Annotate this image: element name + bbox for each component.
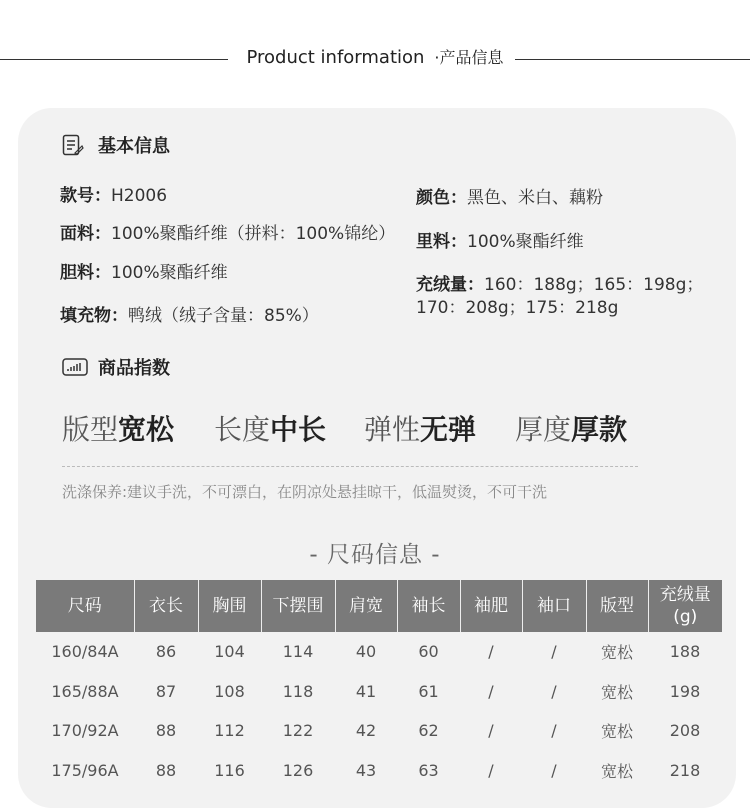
- title-zh: ·产品信息: [434, 48, 504, 67]
- liner-field: 胆料：100%聚酯纤维: [60, 263, 228, 283]
- index-length: 长度中长: [214, 413, 327, 446]
- fill-amount-field-line2: 170：208g；175：218g: [416, 298, 619, 318]
- document-list-icon: [62, 134, 84, 156]
- table-row: 175/96A 88 116 126 43 63 / / 宽松 218: [51, 760, 701, 781]
- index-fit: 版型宽松: [62, 413, 175, 446]
- page-title: [0, 45, 750, 71]
- col-sleeve-width: 袖肥: [460, 580, 522, 632]
- filling-field: 填充物：鸭绒（绒子含量：85%）: [60, 306, 319, 326]
- size-info-title: - 尺码信息 -: [309, 542, 441, 568]
- col-bust: 胸围: [198, 580, 261, 632]
- col-fill-amount: 充绒量 (g): [648, 580, 722, 632]
- title-en: Product information: [246, 47, 425, 68]
- dashed-divider: [62, 466, 638, 467]
- lining-field: 里料：100%聚酯纤维: [416, 232, 584, 252]
- col-cuff: 袖口: [522, 580, 586, 632]
- care-instructions: 洗涤保养:建议手洗，不可漂白，在阴凉处悬挂晾干，低温熨烫，不可干洗: [62, 483, 548, 501]
- col-hem: 下摆围: [261, 580, 335, 632]
- style-no-field: 款号：H2006: [60, 186, 168, 206]
- basic-info-heading: [62, 132, 170, 158]
- color-field: 颜色：黑色、米白、藕粉: [416, 188, 603, 208]
- col-length: 衣长: [134, 580, 198, 632]
- signal-bars-icon: [62, 356, 84, 378]
- table-row: 165/88A 87 108 118 41 61 / / 宽松 198: [51, 681, 701, 702]
- fabric-field: 面料：100%聚酯纤维（拼料：100%锦纶）: [60, 224, 396, 244]
- fill-amount-field: 充绒量：160：188g；165：198g；: [416, 275, 704, 295]
- table-row: 170/92A 88 112 122 42 62 / / 宽松 208: [51, 721, 701, 742]
- index-thickness: 厚度厚款: [515, 413, 628, 446]
- table-header-row: [36, 580, 722, 632]
- basic-info-title: 基本信息: [98, 136, 170, 157]
- table-row: 160/84A 86 104 114 40 60 / / 宽松 188: [51, 642, 701, 663]
- product-index-title: 商品指数: [98, 358, 170, 379]
- product-index-heading: [62, 354, 170, 380]
- index-elasticity: 弹性无弹: [364, 413, 477, 446]
- size-table: [36, 580, 722, 790]
- col-shoulder: 肩宽: [335, 580, 397, 632]
- col-sleeve-length: 袖长: [397, 580, 460, 632]
- col-fit: 版型: [586, 580, 648, 632]
- col-size: 尺码: [36, 580, 134, 632]
